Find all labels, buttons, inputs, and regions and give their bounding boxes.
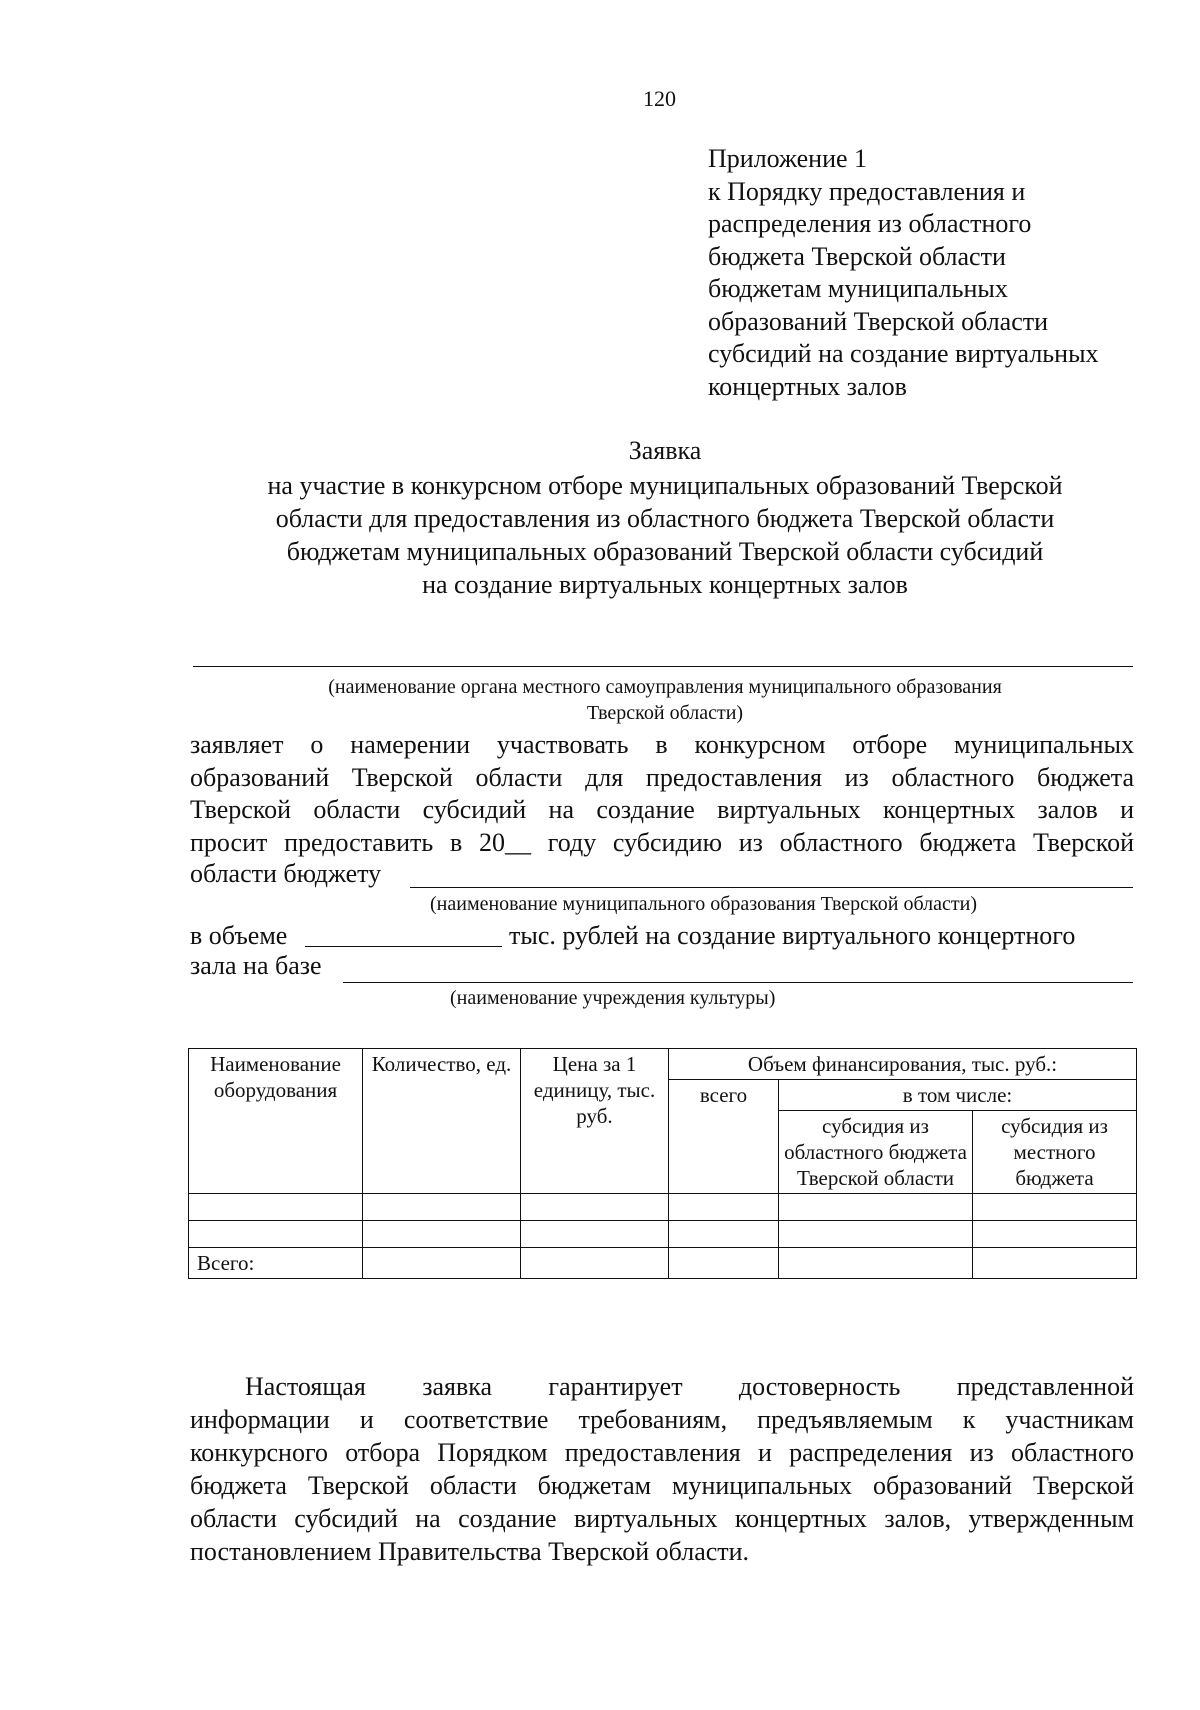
closing-line: конкурсного отбора Порядком предоставления и распределения из областного bbox=[190, 1438, 1134, 1467]
closing-line: бюджета Тверской области бюджетам муниципальных образований Тверской bbox=[190, 1471, 1134, 1500]
statement-line: образований Тверской области для предоставления из областного бюджета bbox=[190, 762, 1134, 792]
appendix-line: к Порядку предоставления и bbox=[708, 176, 1026, 206]
table-cell[interactable] bbox=[973, 1248, 1137, 1279]
document-title bbox=[180, 434, 1150, 601]
title-line: области для предоставления из областного бюджета Тверской области bbox=[275, 504, 1055, 533]
volume-prefix: в объеме bbox=[190, 921, 288, 950]
base-prefix: зала на базе bbox=[190, 951, 322, 980]
table-total-row bbox=[189, 1248, 1137, 1279]
table-cell[interactable] bbox=[669, 1194, 779, 1221]
statement-line: Тверской области субсидий на создание виртуальных концертных залов и bbox=[190, 795, 1134, 824]
closing-line: области субсидий на создание виртуальных концертных залов, утвержденным bbox=[190, 1504, 1134, 1533]
appendix-line: концертных залов bbox=[708, 371, 907, 401]
appendix-line: образований Тверской области bbox=[708, 306, 1049, 336]
table-cell[interactable] bbox=[189, 1221, 363, 1248]
table-cell[interactable] bbox=[363, 1194, 521, 1221]
municipality-fill-line[interactable] bbox=[410, 887, 1133, 888]
statement-line: просит предоставить в 20__ году субсидию из областного бюджета Тверской bbox=[190, 827, 1134, 857]
header-equipment-name: Наименование оборудования bbox=[189, 1049, 363, 1194]
statement-line: заявляет о намерении участвовать в конкурсном отборе муниципальных bbox=[190, 730, 1134, 759]
institution-fill-line[interactable] bbox=[343, 982, 1133, 983]
appendix-block bbox=[708, 143, 1178, 403]
table-cell[interactable] bbox=[779, 1194, 973, 1221]
table-cell[interactable] bbox=[779, 1248, 973, 1279]
appendix-line: бюджетам муниципальных bbox=[708, 274, 1008, 303]
statement-paragraph bbox=[190, 729, 1134, 859]
equipment-table bbox=[188, 1048, 1137, 1279]
appendix-line: субсидий на создание виртуальных bbox=[708, 339, 1099, 368]
table-cell[interactable] bbox=[669, 1221, 779, 1248]
table-cell[interactable] bbox=[363, 1248, 521, 1279]
closing-line: информации и соответствие требованиям, предъявляемым к участникам bbox=[190, 1405, 1134, 1434]
org-caption-line2: Тверской области) bbox=[586, 702, 744, 724]
table-cell[interactable] bbox=[189, 1194, 363, 1221]
table-cell[interactable] bbox=[973, 1221, 1137, 1248]
header-local-subsidy: субсидия из местного бюджета bbox=[973, 1111, 1137, 1194]
volume-fill-line[interactable] bbox=[305, 946, 502, 947]
header-including: в том числе: bbox=[779, 1080, 1137, 1111]
title-heading: Заявка bbox=[628, 436, 702, 465]
total-label: Всего: bbox=[189, 1248, 363, 1279]
table-row bbox=[189, 1221, 1137, 1248]
closing-line: постановлением Правительства Тверской области. bbox=[190, 1537, 750, 1566]
institution-caption: (наименование учреждения культуры) bbox=[450, 987, 776, 1009]
volume-suffix: тыс. рублей на создание виртуального концертного bbox=[509, 921, 1076, 950]
appendix-line: распределения из областного bbox=[708, 209, 1032, 238]
table-cell[interactable] bbox=[973, 1194, 1137, 1221]
title-line: на создание виртуальных концертных залов bbox=[422, 570, 908, 599]
header-total: всего bbox=[669, 1080, 779, 1194]
table-cell[interactable] bbox=[521, 1194, 669, 1221]
header-quantity: Количество, ед. bbox=[363, 1049, 521, 1194]
table-row bbox=[189, 1194, 1137, 1221]
closing-paragraph bbox=[190, 1370, 1134, 1568]
header-regional-subsidy: субсидия из областного бюджета Тверской области bbox=[779, 1111, 973, 1194]
header-funding-volume: Объем финансирования, тыс. руб.: bbox=[669, 1049, 1137, 1080]
appendix-line: Приложение 1 bbox=[708, 144, 868, 173]
appendix-line: бюджета Тверской области bbox=[708, 241, 1006, 271]
table-cell[interactable] bbox=[521, 1248, 669, 1279]
table-cell[interactable] bbox=[363, 1221, 521, 1248]
org-caption-line1: (наименование органа местного самоуправления муниципального образования bbox=[328, 676, 1002, 698]
municipality-caption: (наименование муниципального образования Тверской области) bbox=[430, 893, 977, 915]
table-cell[interactable] bbox=[669, 1248, 779, 1279]
title-line: на участие в конкурсном отборе муниципальных образований Тверской bbox=[267, 471, 1063, 500]
closing-line: Настоящая заявка гарантирует достоверность представленной bbox=[245, 1372, 1134, 1401]
budget-prefix: области бюджету bbox=[190, 859, 382, 888]
table-cell[interactable] bbox=[779, 1221, 973, 1248]
title-line: бюджетам муниципальных образований Тверской области субсидий bbox=[286, 537, 1044, 566]
page-number: 120 bbox=[643, 86, 676, 111]
table-cell[interactable] bbox=[521, 1221, 669, 1248]
org-name-fill-line[interactable] bbox=[193, 666, 1133, 667]
header-unit-price: Цена за 1 единицу, тыс. руб. bbox=[521, 1049, 669, 1194]
